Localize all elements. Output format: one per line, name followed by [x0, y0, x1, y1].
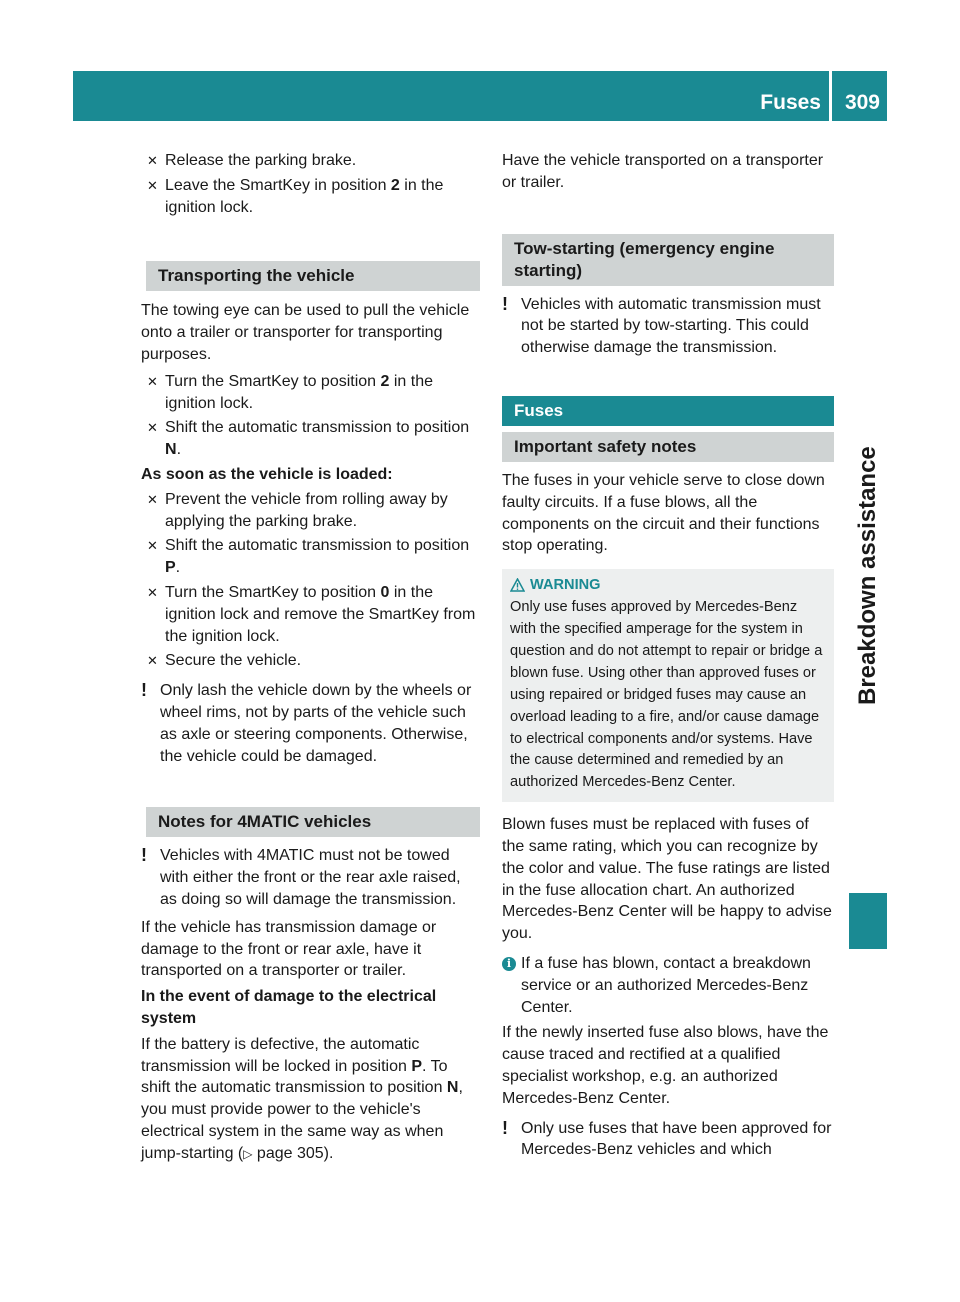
- side-tab-label: Breakdown assistance: [854, 446, 881, 705]
- warning-box: [502, 569, 834, 802]
- info-icon: i: [502, 957, 516, 971]
- exclamation-icon: !: [502, 293, 508, 314]
- info-note: i If a fuse has blown, contact a breakdown service or an authorized Mercedes-Benz Center.: [502, 953, 834, 1018]
- step-item: ✕ Turn the SmartKey to position 0 in the ignition lock and remove the SmartKey from the ignition lock.: [147, 583, 476, 645]
- step-item: ✕ Turn the SmartKey to position 2 in the ignition lock.: [147, 372, 434, 412]
- exclamation-icon: !: [141, 845, 147, 866]
- section-heading-fuses: Fuses: [502, 396, 834, 426]
- caution-note: ! Vehicles with automatic transmission must not be started by tow-starting. This could otherwise damage the transmission.: [502, 293, 821, 357]
- safety-intro: The fuses in your vehicle serve to close down faulty circuits. If a fuse blows, all the components on the circuit and their functions stop operating.: [502, 471, 825, 555]
- caution-note: ! Only use fuses that have been approved for Mercedes-Benz vehicles and which: [502, 1117, 832, 1159]
- section-heading-transporting: Transporting the vehicle: [146, 261, 480, 291]
- arrow-marker-icon: ✕: [147, 538, 158, 554]
- arrow-marker-icon: ✕: [147, 153, 158, 168]
- exclamation-icon: !: [502, 1117, 508, 1138]
- transport-intro: The towing eye can be used to pull the vehicle onto a trailer or transporter for transporting purposes.: [141, 302, 470, 363]
- page-ref-icon: ▷: [243, 1146, 253, 1161]
- step-item: ✕ Shift the automatic transmission to position N.: [147, 419, 470, 459]
- right-column: [502, 150, 834, 1161]
- step-item: ✕ Shift the automatic transmission to position P.: [147, 537, 470, 577]
- header-title: Fuses: [760, 91, 821, 114]
- side-tab-marker: [849, 893, 887, 949]
- exclamation-icon: !: [141, 680, 147, 701]
- electrical-heading: In the event of damage to the electrical system: [141, 988, 437, 1027]
- step-item: ✕ Leave the SmartKey in position 2 in the ignition lock.: [147, 176, 444, 216]
- 4matic-paragraph: If the vehicle has transmission damage or damage to the front or rear axle, have it transported on a transporter or trailer.: [141, 918, 437, 980]
- header-divider: [829, 71, 832, 121]
- side-tab: [851, 445, 891, 705]
- newly-inserted-paragraph: If the newly inserted fuse also blows, have the cause traced and rectified at a qualified specialist workshop, e.g. an authorized Mercedes-Benz Center.: [502, 1024, 829, 1107]
- warning-title: WARNING: [510, 575, 826, 597]
- left-column: [141, 150, 480, 1165]
- warning-triangle-icon: [510, 578, 525, 592]
- section-heading-4matic: Notes for 4MATIC vehicles: [146, 807, 480, 837]
- arrow-marker-icon: ✕: [147, 177, 158, 193]
- blown-fuses-paragraph: Blown fuses must be replaced with fuses of the same rating, which you can recognize by the color and value. The fuse ratings are listed in the fuse allocation chart. An authorized Mercedes-Benz Center will be happy to advise you.: [502, 816, 832, 943]
- step-item: ✕ Prevent the vehicle from rolling away by applying the parking brake.: [147, 490, 448, 530]
- section-heading-tow-starting: Tow-starting (emergency engine starting): [502, 234, 834, 286]
- loaded-label: As soon as the vehicle is loaded:: [141, 465, 393, 483]
- section-heading-safety-notes: Important safety notes: [502, 432, 834, 462]
- step-item: ✕ Release the parking brake.: [146, 150, 480, 172]
- warning-text: Only use fuses approved by Mercedes-Benz with the specified amperage for the system in question and do not attempt to repair or bridge a blown fuse. Using other than approved fuses or using repaired or bridged fuses may cause an overload leading to a fire, and/or cause damage to electrical components and/or systems. Have the cause determined and remedied by an authorized Mercedes-Benz Center.: [510, 599, 823, 791]
- page-header: [73, 71, 887, 121]
- caution-note: ! Vehicles with 4MATIC must not be towed with either the front or the rear axle raised, as doing so will damage the transmission.: [141, 845, 461, 908]
- caution-note: ! Only lash the vehicle down by the wheels or wheel rims, not by parts of the vehicle such as axle or steering components. Otherwise, the vehicle could be damaged.: [141, 680, 472, 765]
- page-number: 309: [844, 91, 880, 114]
- electrical-paragraph: If the battery is defective, the automatic transmission will be locked in position P. To shift the automatic transmission to position N, you must provide power to the vehicle's electrical system in the same way as when jump-starting (▷ page 305).: [141, 1035, 463, 1162]
- arrow-marker-icon: ✕: [147, 491, 158, 507]
- arrow-marker-icon: ✕: [147, 420, 158, 436]
- arrow-marker-icon: ✕: [147, 373, 158, 389]
- arrow-marker-icon: ✕: [147, 653, 158, 669]
- step-item: ✕ Secure the vehicle.: [146, 650, 480, 672]
- arrow-marker-icon: ✕: [147, 584, 158, 600]
- transport-continued: Have the vehicle transported on a transporter or trailer.: [502, 152, 824, 191]
